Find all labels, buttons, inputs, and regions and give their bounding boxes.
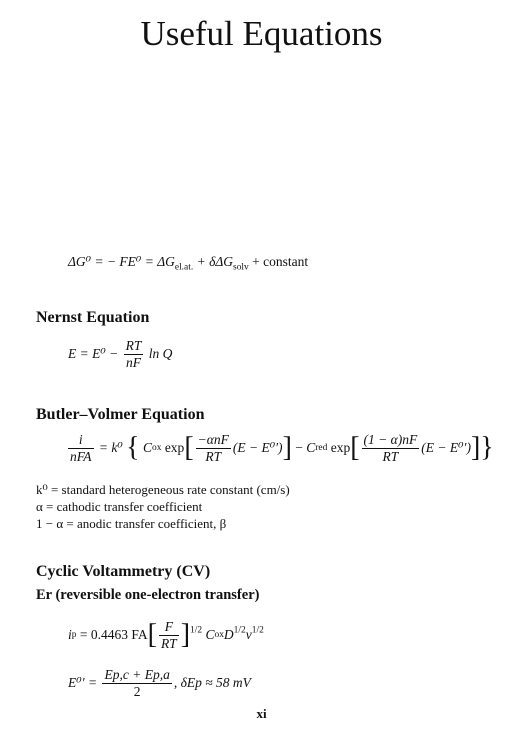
cv-heading: Cyclic Voltammetry (CV): [36, 563, 211, 580]
nernst-equation: [68, 338, 172, 370]
nernst-heading: Nernst Equation: [36, 309, 150, 326]
bv-current-fraction: $\frac{i}{\text{nFA}}$: [70, 432, 92, 464]
butler-volmer-equation: $\frac{i}{\text{nFA}}$ = k⁰ { Cox exp[ $\frac{\text{−αnF}}{RT}$ (E − E⁰′)] − Cred exp[ $\frac{(1 - \alpha)nF}{RT}$ (E − E⁰′)]}: [70, 432, 494, 464]
bv-term2-fraction: $\frac{(1 - \alpha)nF}{RT}$: [363, 432, 418, 464]
free-energy-mid: + δΔG: [193, 254, 234, 269]
peak-current-fraction: $\frac{F}{RT}$: [160, 619, 177, 651]
nernst-tail: ln Q: [148, 346, 173, 362]
formal-potential-equation: E⁰′ = $\frac{Ep,c + Ep,a}{2}$ , δEp ≈ 58 mV: [68, 667, 251, 699]
nernst-denominator: nF: [126, 354, 141, 370]
bv-definition: 1 − α = anodic transfer coefficient, β: [36, 516, 227, 531]
free-energy-lhs: ΔG⁰ = − FE⁰ = ΔG: [68, 254, 175, 269]
free-energy-sub-elat: el.at.: [174, 262, 194, 273]
formal-potential-fraction: $\frac{Ep,c + Ep,a}{2}$: [104, 667, 170, 699]
page-title: Useful Equations: [140, 14, 383, 53]
bv-definition: α = cathodic transfer coefficient: [36, 499, 203, 514]
nernst-numerator: RT: [125, 338, 142, 353]
cv-subheading: Er (reversible one-electron transfer): [36, 587, 260, 603]
nernst-fraction: [124, 338, 144, 370]
free-energy-equation: [68, 254, 308, 273]
butler-volmer-heading: Butler–Volmer Equation: [36, 406, 205, 423]
bv-cred: C: [306, 440, 316, 456]
page-number: xi: [256, 706, 267, 721]
free-energy-sub-solv: solv: [233, 262, 249, 273]
bv-exp-1: exp: [164, 440, 185, 456]
bv-k0: = k⁰: [98, 440, 123, 456]
bv-definition: k⁰ = standard heterogeneous rate constant (cm/s): [36, 482, 290, 497]
bv-term1-fraction: $\frac{\text{−αnF}}{RT}$: [197, 432, 229, 464]
nernst-lhs: E = E⁰ −: [68, 346, 119, 362]
bv-exp-2: exp: [330, 440, 351, 456]
bv-cox: C: [142, 440, 152, 456]
peak-current-equation: ip = 0.4463 FA[ $\frac{F}{RT}$ ]$^{1/2}$ $CoxD^{1/2}\nu^{1/2}$: [68, 619, 264, 651]
free-energy-rhs: + constant: [248, 254, 309, 269]
